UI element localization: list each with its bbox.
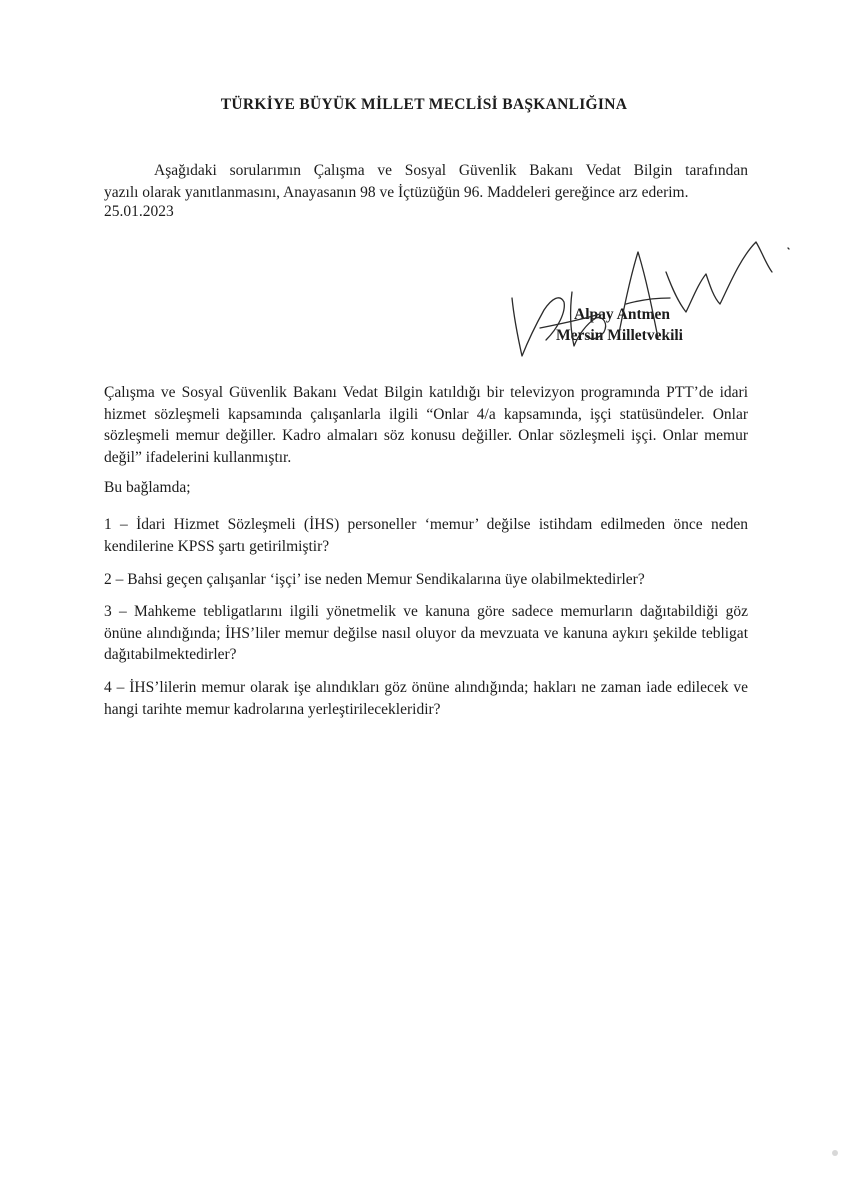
question-2: 2 – Bahsi geçen çalışanlar ‘işçi’ ise neden Memur Sendikalarına üye olabilmektedirler? — [104, 571, 645, 588]
handwritten-signature — [500, 228, 800, 378]
signatory-title: Mersin Milletvekili — [556, 327, 683, 344]
question-1: 1 – İdari Hizmet Sözleşmeli (İHS) personeller ‘memur’ değilse istihdam edilmeden önce neden kendilerine KPSS şartı getirilmiştir? — [104, 516, 748, 555]
context-line: Bu bağlamda; — [104, 479, 191, 496]
signatory-name: Alpay Antmen — [574, 306, 671, 323]
document-date: 25.01.2023 — [104, 203, 174, 220]
main-paragraph: Çalışma ve Sosyal Güvenlik Bakanı Vedat Bilgin katıldığı bir televizyon programında PTT’de idari hizmet sözleşmeli kapsamında çalışanlarla ilgili “Onlar 4/a kapsamında, işçi statüsündeler. Onlar sözleşmeli memur değiller. Kadro almaları söz konusu değiller. Onlar sözleşmeli işçi. Onlar memur değil” ifadelerini kullanmıştır. — [104, 384, 748, 466]
question-3: 3 – Mahkeme tebligatlarını ilgili yönetmelik ve kanuna göre sadece memurların dağıtabildiği göz önüne alındığında; İHS’liler memur değilse nasıl oluyor da mevzuata ve kanuna aykırı şekilde tebligat dağıtabilmektedirler? — [104, 603, 748, 663]
document-heading: TÜRKİYE BÜYÜK MİLLET MECLİSİ BAŞKANLIĞINA — [220, 96, 628, 113]
intro-line-1: Aşağıdaki sorularımın Çalışma ve Sosyal Güvenlik Bakanı Vedat Bilgin tarafından — [154, 162, 748, 179]
intro-line-2: yazılı olarak yanıtlanmasını, Anayasanın 98 ve İçtüzüğün 96. Maddeleri gereğince arz ederim. — [104, 183, 689, 201]
intro-paragraph — [104, 160, 748, 203]
scan-speck — [832, 1150, 838, 1156]
question-4: 4 – İHS’lilerin memur olarak işe alındıkları göz önüne alındığında; hakları ne zaman iade edilecek ve hangi tarihte memur kadrolarına yerleştirilecekleridir? — [104, 679, 748, 718]
